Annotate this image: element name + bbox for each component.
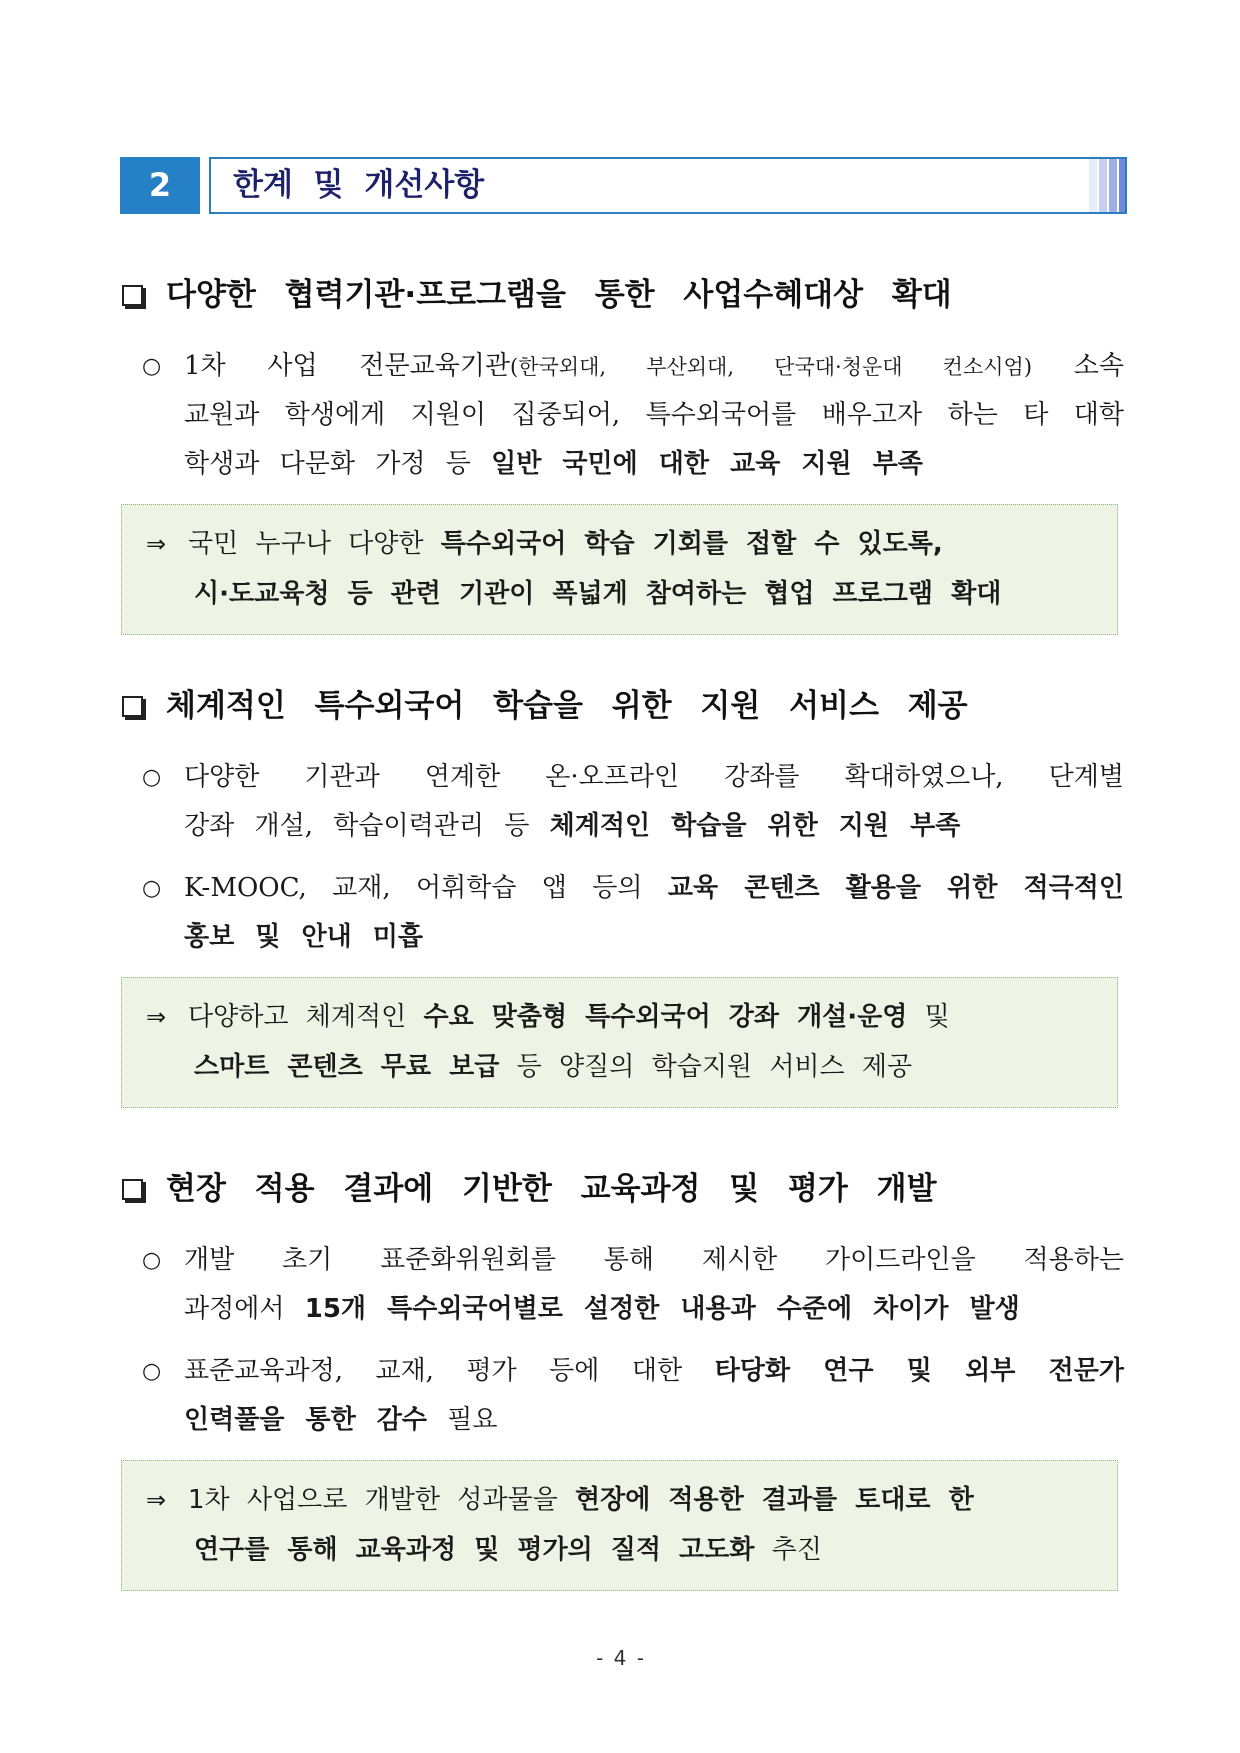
bullet-list (120, 1236, 1126, 1445)
bullet-line (184, 1285, 1124, 1334)
result-text-emphasis: 현장에 적용한 결과를 토대로 한 (575, 1485, 974, 1515)
bullet-item (120, 1236, 1124, 1334)
bullet-text-emphasis: 체계적인 학습을 위한 지원 부족 (549, 811, 961, 841)
result-line (146, 519, 1117, 569)
result-line (146, 1475, 1117, 1525)
bullet-line (184, 864, 1124, 913)
bullet-text: 다양한 기관과 연계한 온·오프라인 강좌를 확대하였으나, 단계별 (184, 762, 1124, 792)
topic-block (120, 270, 1126, 635)
result-box (121, 504, 1118, 635)
bullet-text: 강좌 개설, 학습이력관리 등 (184, 811, 550, 841)
bullet-text: 학생과 다문화 가정 등 (184, 449, 492, 479)
bullet-line (184, 391, 1124, 440)
topic-heading (120, 681, 1126, 731)
bullet-line (184, 1396, 1124, 1445)
bullet-text: 교원과 학생에게 지원이 집중되어, 특수외국어를 배우고자 하는 타 대학 (184, 400, 1124, 430)
section-title-box (209, 157, 1127, 214)
result-text-emphasis: 수요 맞춤형 특수외국어 강좌 개설·운영 (423, 1002, 908, 1032)
bullet-text-emphasis: 교육 콘텐츠 활용을 위한 적극적인 (667, 873, 1124, 903)
result-text: 등 양질의 학습지원 서비스 제공 (499, 1052, 913, 1082)
result-line (146, 1042, 1117, 1092)
circle-bullet-icon: ○ (142, 765, 162, 790)
bullet-text: 과정에서 (184, 1294, 305, 1324)
double-arrow-icon: ⇒ (146, 1486, 167, 1514)
result-box (121, 1460, 1118, 1591)
decorative-stripes (1089, 159, 1125, 212)
page-number: - 4 - (596, 1646, 644, 1670)
result-text: 및 (907, 1002, 950, 1032)
bullet-text-emphasis: 15개 특수외국어별로 설정한 내용과 수준에 차이가 발생 (304, 1294, 1020, 1324)
checkbox-square-icon (122, 1179, 143, 1200)
bullet-text: 1차 사업 전문교육기관 (184, 351, 511, 381)
result-text: 다양하고 체계적인 (188, 1002, 424, 1032)
circle-bullet-icon: ○ (142, 876, 162, 901)
topic-block (120, 1164, 1126, 1591)
result-box (121, 977, 1118, 1108)
circle-bullet-icon: ○ (142, 1248, 162, 1273)
bullet-text-emphasis: 홍보 및 안내 미흡 (184, 922, 423, 952)
bullet-item (120, 342, 1124, 489)
bullet-list (120, 753, 1126, 962)
bullet-text: 필요 (427, 1405, 498, 1435)
bullet-list (120, 342, 1126, 489)
result-line (146, 992, 1117, 1042)
topic-heading (120, 270, 1126, 320)
topic-heading (120, 1164, 1126, 1214)
result-line (146, 569, 1117, 619)
bullet-text: 개발 초기 표준화위원회를 통해 제시한 가이드라인을 적용하는 (184, 1245, 1124, 1275)
result-text-emphasis: 시·도교육청 등 관련 기관이 폭넓게 참여하는 협업 프로그램 확대 (194, 579, 1002, 609)
result-text-emphasis: 스마트 콘텐츠 무료 보급 (194, 1052, 500, 1082)
section-title: 한계 및 개선사항 (233, 167, 485, 203)
bullet-text: 소속 (1032, 351, 1124, 381)
topic-heading-text: 체계적인 특수외국어 학습을 위한 지원 서비스 제공 (166, 688, 968, 724)
checkbox-square-icon (122, 696, 143, 717)
result-line (146, 1525, 1117, 1575)
result-text-emphasis: 연구를 통해 교육과정 및 평가의 질적 고도화 (194, 1535, 755, 1565)
bullet-line (184, 802, 1124, 851)
circle-bullet-icon: ○ (142, 354, 162, 379)
bullet-line (184, 342, 1124, 391)
checkbox-square-icon (122, 285, 143, 306)
bullet-line (184, 753, 1124, 802)
double-arrow-icon: ⇒ (146, 1003, 167, 1031)
bullet-item (120, 1347, 1124, 1445)
bullet-line (184, 440, 1124, 489)
bullet-line (184, 1347, 1124, 1396)
result-text: 국민 누구나 다양한 (188, 529, 441, 559)
circle-bullet-icon: ○ (142, 1359, 162, 1384)
result-text-emphasis: 특수외국어 학습 기회를 접할 수 있도록, (440, 529, 943, 559)
bullet-text-emphasis: 인력풀을 통한 감수 (184, 1405, 428, 1435)
bullet-text: K-MOOC, 교재, 어휘학습 앱 등의 (184, 873, 668, 903)
bullet-line (184, 1236, 1124, 1285)
bullet-item (120, 864, 1124, 962)
result-text: 추진 (754, 1535, 822, 1565)
result-text: 1차 사업으로 개발한 성과물을 (188, 1485, 575, 1515)
bullet-text-parenthetical: (한국외대, 부산외대, 단국대·청운대 컨소시엄) (510, 355, 1033, 379)
topic-heading-text: 현장 적용 결과에 기반한 교육과정 및 평가 개발 (166, 1171, 937, 1207)
bullet-text-emphasis: 일반 국민에 대한 교육 지원 부족 (491, 449, 923, 479)
bullet-text: 표준교육과정, 교재, 평가 등에 대한 (184, 1356, 715, 1386)
section-number-badge: 2 (120, 157, 200, 214)
double-arrow-icon: ⇒ (146, 530, 167, 558)
bullet-line (184, 913, 1124, 962)
topic-block (120, 681, 1126, 1108)
topic-heading-text: 다양한 협력기관·프로그램을 통한 사업수혜대상 확대 (166, 277, 952, 313)
bullet-item (120, 753, 1124, 851)
bullet-text-emphasis: 타당화 연구 및 외부 전문가 (714, 1356, 1124, 1386)
